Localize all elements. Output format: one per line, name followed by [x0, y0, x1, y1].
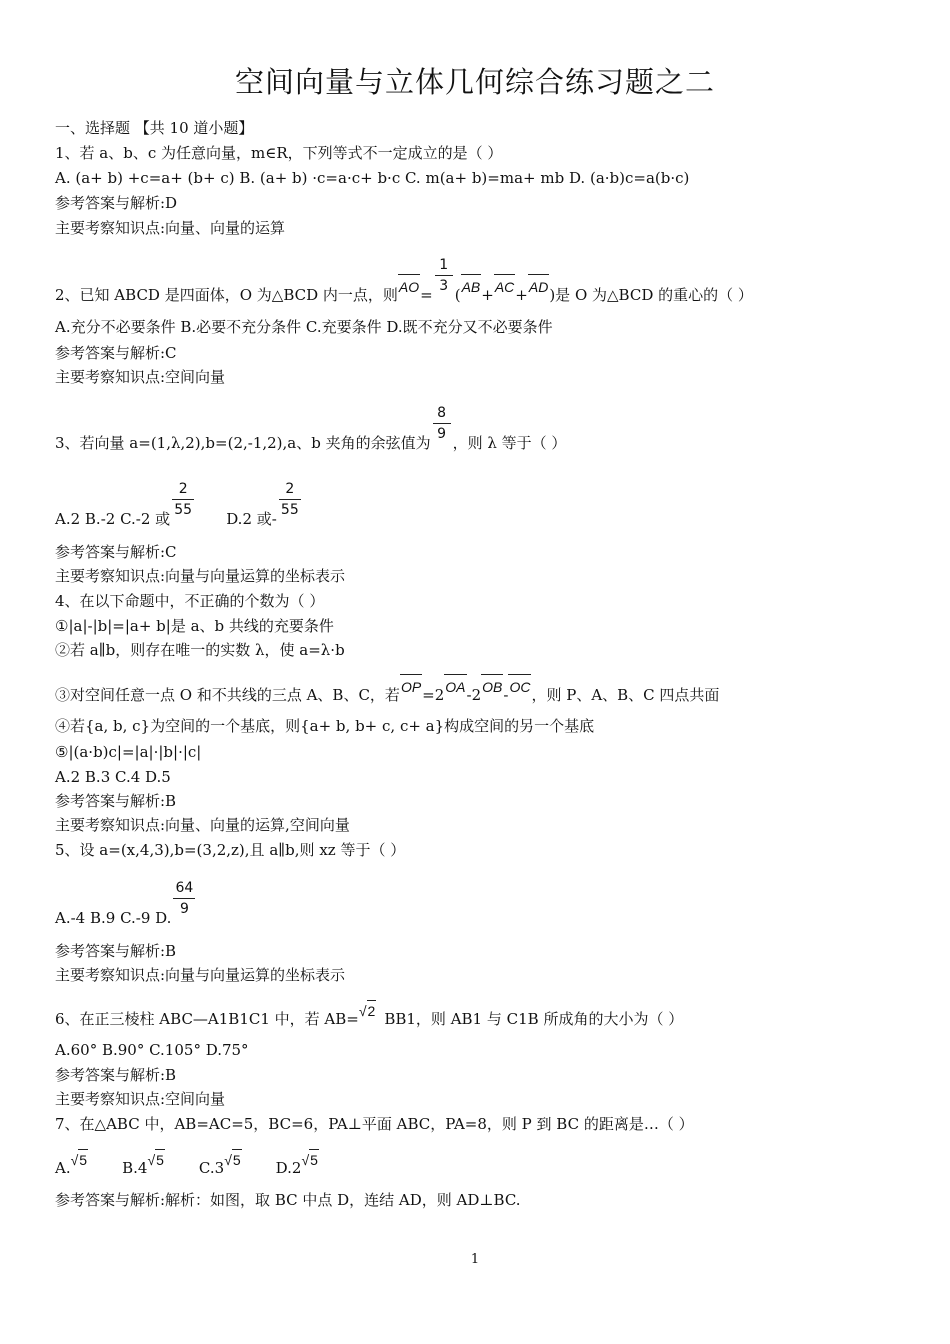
- q6-stem-text-b: BB1，则 AB1 与 C1B 所成角的大小为（ ）: [384, 1010, 684, 1028]
- section-heading: 一、选择题 【共 10 道小题】: [55, 119, 254, 137]
- q4-topic: 主要考察知识点:向量、向量的运算,空间向量: [55, 816, 350, 834]
- q4-proposition-4: ④若{a, b, c}为空间的一个基底，则{a+ b, b+ c, c+ a}构成空间的另一个基底: [55, 717, 595, 735]
- page-title: 空间向量与立体几何综合练习题之二: [234, 65, 715, 99]
- vector-oa: OA: [445, 679, 466, 695]
- q6-stem: [55, 1003, 684, 1029]
- q2-plus-1: +: [481, 286, 494, 304]
- sqrt-five: √5: [224, 1149, 241, 1170]
- q1-answer: 参考答案与解析:D: [55, 194, 178, 212]
- q3-stem-text-a: 3、若向量 a=(1,λ,2),b=(2,-1,2),a、b 夹角的余弦值为: [55, 434, 431, 452]
- fraction-denominator: 9: [437, 426, 447, 442]
- q4-p3-text-b: ，则 P、A、B、C 四点共面: [531, 686, 720, 704]
- q4-options: A.2 B.3 C.4 D.5: [55, 768, 171, 786]
- q6-topic: 主要考察知识点:空间向量: [55, 1090, 226, 1108]
- q3-answer: 参考答案与解析:C: [55, 543, 177, 561]
- q6-stem-text-a: 6、在正三棱柱 ABC—A1B1C1 中，若 AB=: [55, 1010, 359, 1028]
- q5-topic: 主要考察知识点:向量与向量运算的坐标表示: [55, 966, 346, 984]
- q2-paren: (: [454, 286, 461, 304]
- fraction-numerator: 2: [285, 481, 295, 497]
- fraction-denominator: 3: [439, 278, 449, 294]
- fraction-one-third: [433, 257, 455, 305]
- q7-option-d: D.2: [275, 1159, 302, 1177]
- q4-proposition-3: [55, 679, 720, 705]
- q4-proposition-1: ①|a|-|b|=|a+ b|是 a、b 共线的充要条件: [55, 617, 334, 635]
- q2-plus-2: +: [515, 286, 528, 304]
- q2-eq: =: [420, 286, 433, 304]
- q5-answer: 参考答案与解析:B: [55, 942, 177, 960]
- q4-p3-minus: -: [503, 686, 509, 704]
- q2-topic: 主要考察知识点:空间向量: [55, 368, 226, 386]
- q3-stem: [55, 405, 567, 453]
- sqrt-five: √5: [301, 1149, 318, 1170]
- sqrt-five: √5: [71, 1149, 88, 1170]
- fraction-denominator: 55: [174, 502, 193, 518]
- q3-options-text-a: A.2 B.-2 C.-2 或: [55, 510, 171, 528]
- q1-stem: 1、若 a、b、c 为任意向量，m∈R，下列等式不一定成立的是（ ）: [55, 144, 503, 162]
- fraction-numerator: 8: [437, 405, 447, 421]
- fraction-numerator: 1: [439, 257, 449, 273]
- fraction-two-over-55-d: [277, 481, 303, 529]
- q1-topic: 主要考察知识点:向量、向量的运算: [55, 219, 286, 237]
- vector-ac: AC: [494, 279, 515, 295]
- q2-options: A.充分不必要条件 B.必要不充分条件 C.充要条件 D.既不充分又不必要条件: [55, 318, 553, 336]
- q5-options-text: A.-4 B.9 C.-9 D.: [55, 909, 172, 927]
- vector-ad: AD: [528, 279, 549, 295]
- fraction-64-ninths: [171, 880, 197, 928]
- q7-options: [55, 1152, 319, 1178]
- q2-stem: [55, 257, 753, 305]
- q6-answer: 参考答案与解析:B: [55, 1066, 177, 1084]
- q3-topic: 主要考察知识点:向量与向量运算的坐标表示: [55, 567, 346, 585]
- fraction-denominator: 55: [280, 502, 299, 518]
- q7-option-c: C.3: [198, 1159, 225, 1177]
- sqrt-radicand: 5: [232, 1149, 242, 1170]
- q4-p3-text-a: ③对空间任意一点 O 和不共线的三点 A、B、C，若: [55, 686, 400, 704]
- q2-stem-text-b: )是 O 为△BCD 的重心的（ ）: [549, 286, 753, 304]
- fraction-two-over-55: [170, 481, 196, 529]
- q4-p3-eq: =2: [422, 686, 445, 704]
- fraction-denominator: 9: [179, 901, 189, 917]
- fraction-eight-ninths: [431, 405, 453, 453]
- q7-option-a: A.: [55, 1159, 71, 1177]
- fraction-numerator: 64: [175, 880, 194, 896]
- q3-options: [55, 481, 303, 529]
- vector-ob: OB: [482, 679, 503, 695]
- q6-options: A.60° B.90° C.105° D.75°: [55, 1041, 249, 1059]
- sqrt-five: √5: [147, 1149, 164, 1170]
- sqrt-radicand: 5: [78, 1149, 88, 1170]
- sqrt-radicand: 5: [155, 1149, 165, 1170]
- vector-ab: AB: [461, 279, 481, 295]
- q4-p3-minus2: -2: [466, 686, 482, 704]
- fraction-numerator: 2: [178, 481, 188, 497]
- vector-op: OP: [400, 679, 422, 695]
- q7-option-b: B.4: [122, 1159, 148, 1177]
- q4-answer: 参考答案与解析:B: [55, 792, 177, 810]
- q3-options-text-b: D.2 或-: [226, 510, 277, 528]
- q7-stem: 7、在△ABC 中，AB=AC=5，BC=6，PA⊥平面 ABC，PA=8，则 P 到 BC 的距离是…（ ）: [55, 1115, 694, 1133]
- q5-options: [55, 880, 197, 928]
- vector-ao: AO: [398, 279, 420, 295]
- q4-proposition-2: ②若 a∥b，则存在唯一的实数 λ，使 a=λ·b: [55, 641, 345, 659]
- page-number: 1: [470, 1252, 480, 1267]
- q2-stem-text-a: 2、已知 ABCD 是四面体，O 为△BCD 内一点，则: [55, 286, 398, 304]
- sqrt-radicand: 2: [367, 1000, 377, 1021]
- q2-answer: 参考答案与解析:C: [55, 344, 177, 362]
- sqrt-radicand: 5: [309, 1149, 319, 1170]
- q4-stem: 4、在以下命题中，不正确的个数为（ ）: [55, 592, 325, 610]
- vector-oc: OC: [509, 679, 531, 695]
- q5-stem: 5、设 a=(x,4,3),b=(3,2,z),且 a∥b,则 xz 等于（ ）: [55, 841, 406, 859]
- q3-stem-text-b: ，则 λ 等于（ ）: [452, 434, 567, 452]
- q7-answer: 参考答案与解析:解析：如图，取 BC 中点 D，连结 AD，则 AD⊥BC.: [55, 1191, 521, 1209]
- sqrt-two: √2: [359, 1000, 376, 1021]
- q1-options: A. (a+ b) +c=a+ (b+ c) B. (a+ b) ·c=a·c+ b·c C. m(a+ b)=ma+ mb D. (a·b)c=a(b·c): [55, 169, 690, 187]
- q4-proposition-5: ⑤|(a·b)c|=|a|·|b|·|c|: [55, 743, 202, 761]
